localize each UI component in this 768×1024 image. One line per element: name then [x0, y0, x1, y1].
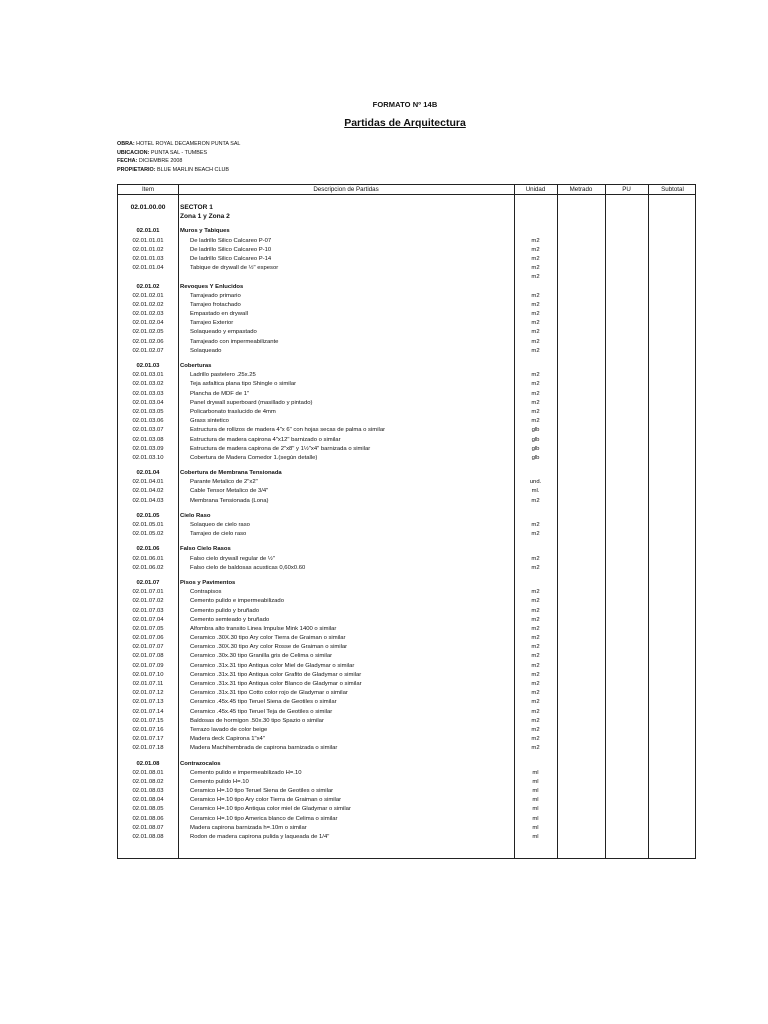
item-unit: glb: [531, 454, 540, 461]
item-unit: m2: [531, 736, 540, 743]
item-unit: m2: [531, 607, 540, 614]
item-description: Cemento semteado y bruñado: [190, 616, 270, 623]
table-row: [118, 487, 695, 496]
table-row: [118, 380, 695, 389]
item-code: 02.01.04.01: [132, 479, 164, 486]
item-description: Cobertura de Madera Comedor 1.(según detalle): [190, 454, 318, 461]
item-code: 02.01.03.03: [132, 390, 164, 397]
table-row: [118, 564, 695, 573]
item-description: De ladrillo Silico Calcareo P-14: [190, 255, 272, 262]
item-description: Tarrajeo Exterior: [190, 320, 234, 327]
item-unit: m2: [531, 671, 540, 678]
table-row: [118, 597, 695, 606]
table-row: [118, 815, 695, 824]
item-unit: m2: [531, 745, 540, 752]
item-unit: m2: [531, 598, 540, 605]
item-unit: ml: [532, 824, 539, 831]
item-code: 02.01.03.05: [132, 408, 164, 415]
item-code: 02.01.07.07: [132, 644, 164, 651]
item-description: Cemento pulido e impermeabilizado: [190, 598, 284, 605]
col-header-metrado: Metrado: [569, 186, 593, 193]
item-description: Madera capirona barnizada h=.10m o similar: [190, 824, 307, 831]
table-body: [118, 203, 695, 842]
item-code: 02.01.02.01: [132, 292, 164, 299]
item-unit: ml: [532, 834, 539, 840]
item-code: 02.01.07.13: [132, 699, 164, 706]
col-header-item: Item: [141, 186, 155, 193]
table-row: [118, 445, 695, 454]
section-row: [118, 760, 695, 769]
item-code: 02.01.02.03: [132, 311, 164, 318]
item-unit: m2: [531, 555, 540, 562]
table-row: [118, 708, 695, 717]
item-code: 02.01.00.00: [130, 204, 166, 211]
item-code: 02.01.02.05: [132, 329, 164, 336]
item-description: Estructura de madera capirona de 2"x8" y 1½"x4" barnizada o similar: [190, 445, 371, 452]
section-row: [118, 579, 695, 588]
item-description: Ceramico .31x.31 tipo Antiqua color Miel de Gladymar o similar: [190, 662, 355, 669]
col-header-pu: PU: [622, 186, 631, 193]
item-unit: m2: [531, 347, 540, 354]
item-code: 02.01.08.08: [132, 834, 164, 840]
table-row: [118, 778, 695, 787]
item-description: Solaqueo de cielo raso: [190, 522, 250, 528]
item-unit: m2: [531, 699, 540, 706]
item-code: 02.01.07.14: [132, 708, 164, 715]
table-row: [118, 237, 695, 246]
item-description: Ceramico .31x.31 tipo Antiqua color Blanco de Gladymar o similar: [190, 681, 362, 687]
section-row: [118, 512, 695, 521]
item-code: 02.01.03.02: [132, 381, 164, 388]
item-code: 02.01.03.01: [132, 372, 164, 379]
col-header-subtotal: Subtotal: [661, 186, 684, 193]
item-unit: m2: [531, 274, 540, 281]
item-code: 02.01.07.04: [132, 616, 164, 623]
item-description: Falso cielo drywall regular de ½": [190, 555, 275, 562]
item-unit: m2: [531, 399, 540, 406]
section-row: [118, 283, 695, 292]
table-row: [118, 478, 695, 487]
meta-propietario: PROPIETARIO: BLUE MARLIN BEACH CLUB: [117, 166, 229, 173]
item-description: Ceramico .45x.45 tipo Teruel Teja de Geotiles o similar: [190, 708, 333, 715]
item-code: 02.01.07.09: [132, 662, 164, 669]
item-unit: ml: [532, 788, 539, 795]
item-description: Ceramico H=.10 tipo Antiqua color miel de Gladymar o similar: [190, 806, 351, 813]
item-description: Estructura de madera capirona 4"x12" barnizado o similar: [190, 436, 341, 443]
item-code: 02.01.01.04: [132, 265, 164, 272]
item-description: Teja asfaltica plana tipo Shingle o similar: [190, 381, 297, 388]
item-description: Tarrajeado primario: [190, 292, 241, 299]
item-code: 02.01.05: [136, 512, 160, 519]
table-row: [118, 347, 695, 356]
item-unit: m2: [531, 616, 540, 623]
item-code: 02.01.05.01: [132, 522, 164, 528]
item-code: 02.01.06.02: [132, 564, 164, 571]
item-description: Coberturas: [180, 363, 212, 369]
item-description: Rodon de madera capirona pulida y laqueada de 1/4": [190, 834, 330, 840]
col-header-unidad: Unidad: [525, 186, 546, 193]
section-row: [118, 469, 695, 478]
item-unit: ml: [532, 806, 539, 813]
item-description: Falso Cielo Rasos: [180, 546, 231, 553]
item-unit: m2: [531, 292, 540, 299]
item-description: Ladrillo pastelero .25x.25: [190, 372, 256, 379]
item-unit: m2: [531, 690, 540, 697]
table-row: [118, 246, 695, 255]
section-row: [118, 545, 695, 554]
table-row: [118, 319, 695, 328]
item-code: 02.01.07.05: [132, 625, 164, 632]
item-code: 02.01.07.02: [132, 598, 164, 605]
item-description: Empastado en drywall: [190, 311, 248, 318]
item-unit: m2: [531, 311, 540, 318]
table-row: [118, 338, 695, 347]
table-row: [118, 744, 695, 753]
item-unit: ml.: [531, 488, 540, 495]
item-code: 02.01.08.05: [132, 806, 164, 813]
table-row: [118, 769, 695, 778]
item-code: 02.01.03.06: [132, 418, 164, 425]
item-description: Ceramico .31x.31 tipo Cotto color rojo de Gladymar o similar: [190, 690, 348, 697]
item-description: Policarbonato traslucido de 4mm: [190, 408, 276, 415]
item-description: Tabique de drywall de ½" espesor: [190, 265, 279, 272]
item-code: 02.01.01.02: [132, 246, 164, 253]
item-description: Ceramico H=.10 tipo Ary color Tierra de Graiman o similar: [190, 797, 342, 804]
table-row: [118, 497, 695, 506]
table-row: [118, 292, 695, 301]
item-description: Grass sintetico: [190, 418, 229, 425]
item-description: Ceramico H=.10 tipo America blanco de Celima o similar: [190, 815, 338, 822]
table-row: [118, 634, 695, 643]
item-code: 02.01.07.17: [132, 736, 164, 743]
table-row: [118, 454, 695, 463]
item-code: 02.01.07.08: [132, 653, 164, 660]
item-description: Ceramico .30x.30 tipo Granilla gris de Celima o similar: [190, 653, 333, 660]
item-unit: m2: [531, 635, 540, 642]
item-unit: m2: [531, 338, 540, 345]
item-code: 02.01.07: [136, 579, 160, 586]
item-code: 02.01.02.07: [132, 347, 164, 354]
item-code: 02.01.02.06: [132, 338, 164, 345]
item-code: 02.01.04: [136, 470, 160, 477]
item-unit: m2: [531, 497, 540, 504]
item-code: 02.01.07.11: [132, 681, 164, 687]
item-description: Solaqueado y empastado: [190, 329, 257, 336]
table-row: [118, 588, 695, 597]
item-code: 02.01.08.02: [132, 778, 164, 785]
table-row: [118, 273, 695, 282]
item-description: Tarrajeo de cielo raso: [190, 531, 247, 538]
item-description: Cobertura de Membrana Tensionada: [180, 470, 282, 477]
item-unit: m2: [531, 653, 540, 660]
item-code: 02.01.02: [136, 283, 160, 290]
item-code: 02.01.04.02: [132, 488, 164, 495]
item-unit: ml: [532, 797, 539, 804]
table-row: [118, 310, 695, 319]
item-code: 02.01.05.02: [132, 531, 164, 538]
table-row: [118, 616, 695, 625]
item-code: 02.01.01: [136, 228, 160, 235]
item-unit: m2: [531, 408, 540, 415]
table-row: [118, 824, 695, 833]
item-description: Ceramico .31x.31 tipo Antiqua color Grafito de Gladymar o similar: [190, 671, 362, 678]
item-description: De ladrillo Silico Calcareo P-10: [190, 246, 272, 253]
item-description: Revoques Y Enlucidos: [180, 283, 244, 290]
item-code: 02.01.03.08: [132, 436, 164, 443]
item-unit: m2: [531, 320, 540, 327]
item-unit: m2: [531, 708, 540, 715]
table-row: [118, 328, 695, 337]
table-row: [118, 643, 695, 652]
table-row: [118, 436, 695, 445]
item-code: 02.01.07.18: [132, 745, 164, 752]
item-description: Cemento pulido y bruñado: [190, 607, 260, 614]
col-header-descripcion: Descripcion de Partidas: [313, 186, 379, 193]
table-row: [118, 530, 695, 539]
item-unit: m2: [531, 265, 540, 272]
item-description: Panel drywall superboard (masillado y pintado): [190, 399, 313, 406]
table-row: [118, 689, 695, 698]
item-code: 02.01.03.10: [132, 454, 164, 461]
item-code: 02.01.01.03: [132, 255, 164, 262]
item-description: Terrazo lavado de color beige: [190, 726, 268, 733]
item-unit: m2: [531, 418, 540, 425]
meta-obra: OBRA: HOTEL ROYAL DECAMERON PUNTA SAL: [117, 141, 241, 147]
item-code: 02.01.02.02: [132, 301, 164, 308]
item-description: Tarrajeo frotachado: [190, 301, 241, 308]
item-description: Madera deck Capirona 1"x4": [190, 736, 265, 743]
table-row: [118, 399, 695, 408]
table-row: [118, 255, 695, 264]
item-description: Parante Metalico de 2"x2": [190, 479, 258, 486]
form-number: FORMATO Nº 14B: [372, 100, 438, 109]
item-description: SECTOR 1: [180, 204, 213, 211]
item-description: De ladrillo Silico Calcareo P-07: [190, 237, 272, 244]
table-row: [118, 680, 695, 689]
table-row: [118, 796, 695, 805]
section-row: [118, 362, 695, 371]
item-description: Membrana Tensionada (Lona): [190, 497, 269, 504]
section-row: [118, 212, 695, 221]
item-code: 02.01.03.07: [132, 427, 164, 434]
item-description: Cemento pulido H=.10: [190, 778, 249, 785]
item-unit: m2: [531, 522, 540, 528]
item-description: Pisos y Pavimentos: [180, 579, 236, 586]
item-unit: m2: [531, 531, 540, 538]
table-row: [118, 735, 695, 744]
item-description: Contrazocalos: [180, 760, 221, 767]
item-unit: m2: [531, 329, 540, 336]
budget-table: [117, 184, 696, 859]
item-unit: m2: [531, 381, 540, 388]
item-unit: m2: [531, 372, 540, 379]
item-unit: m2: [531, 564, 540, 571]
item-description: Zona 1 y Zona 2: [180, 213, 230, 221]
item-code: 02.01.07.16: [132, 726, 164, 733]
item-code: 02.01.06: [136, 546, 160, 553]
item-code: 02.01.08.04: [132, 797, 164, 804]
table-row: [118, 426, 695, 435]
item-unit: m2: [531, 246, 540, 253]
table-row: [118, 698, 695, 707]
item-code: 02.01.07.12: [132, 690, 164, 697]
table-row: [118, 607, 695, 616]
item-unit: m2: [531, 644, 540, 651]
item-unit: m2: [531, 237, 540, 244]
item-description: Ceramico .30X.30 tipo Ary color Rosse de Graiman o similar: [190, 644, 348, 651]
item-unit: m2: [531, 681, 540, 687]
item-code: 02.01.08.01: [132, 769, 164, 776]
item-unit: m2: [531, 589, 540, 596]
table-row: [118, 833, 695, 842]
item-description: Cable Tensor Metalico de 3/4": [190, 488, 269, 495]
item-code: 02.01.07.01: [132, 589, 164, 596]
item-description: Solaqueado: [190, 347, 222, 354]
item-description: Cielo Raso: [180, 512, 211, 519]
item-code: 02.01.07.10: [132, 671, 164, 678]
item-description: Ceramico .45x.45 tipo Teruel Siena de Geotiles o similar: [190, 699, 337, 706]
item-code: 02.01.08.03: [132, 788, 164, 795]
table-row: [118, 371, 695, 380]
item-unit: m2: [531, 390, 540, 397]
item-description: Falso cielo de baldosas acusticas 0,60x0.60: [190, 564, 306, 571]
item-code: 02.01.08.07: [132, 824, 164, 831]
item-unit: m2: [531, 301, 540, 308]
table-row: [118, 408, 695, 417]
item-code: 02.01.03.09: [132, 445, 164, 452]
item-unit: glb: [531, 427, 540, 434]
item-code: 02.01.01.01: [132, 237, 164, 244]
table-row: [118, 625, 695, 634]
document-title: Partidas de Arquitectura: [344, 117, 466, 129]
meta-ubicacion: UBICACION: PUNTA SAL - TUMBES: [117, 149, 208, 156]
table-row: [118, 264, 695, 273]
item-code: 02.01.08.06: [132, 815, 164, 822]
item-description: Cemento pulido e impermeabilizado H=.10: [190, 769, 302, 776]
section-row: [118, 203, 695, 212]
meta-fecha: FECHA: DICIEMBRE 2008: [117, 158, 183, 165]
item-unit: m2: [531, 255, 540, 262]
table-row: [118, 652, 695, 661]
item-description: Baldosas de hormigon .50x.30 tipo Spazio o similar: [190, 717, 324, 724]
item-description: Madera Machihembrada de capirona barnizada o similar: [190, 745, 338, 752]
item-code: 02.01.02.04: [132, 320, 164, 327]
item-description: Ceramico H=.10 tipo Teruel Siena de Geotiles o similar: [190, 788, 334, 795]
table-row: [118, 805, 695, 814]
project-info: [117, 140, 240, 174]
item-code: 02.01.06.01: [132, 555, 164, 562]
item-code: 02.01.07.15: [132, 717, 164, 724]
item-code: 02.01.08: [136, 760, 160, 767]
item-code: 02.01.03.04: [132, 399, 164, 406]
table-row: [118, 726, 695, 735]
section-row: [118, 227, 695, 236]
item-code: 02.01.07.03: [132, 607, 164, 614]
item-description: Plancha de MDF de 1": [190, 390, 250, 397]
item-description: Contrapisos: [190, 589, 222, 596]
item-code: 02.01.04.03: [132, 497, 164, 504]
table-row: [118, 301, 695, 310]
item-unit: ml: [532, 769, 539, 776]
table-row: [118, 717, 695, 726]
item-description: Tarrajeado con impermeabilizante: [190, 338, 279, 345]
table-row: [118, 521, 695, 530]
item-description: Muros y Tabiques: [180, 228, 230, 235]
item-unit: m2: [531, 717, 540, 724]
item-description: Estructura de rollizos de madera 4"x 6" con hojas secas de palma o similar: [190, 427, 386, 434]
table-row: [118, 390, 695, 399]
item-unit: und.: [529, 479, 542, 486]
table-header: [118, 185, 695, 195]
table-row: [118, 662, 695, 671]
table-row: [118, 417, 695, 426]
item-unit: m2: [531, 662, 540, 669]
item-unit: m2: [531, 625, 540, 632]
table-row: [118, 787, 695, 796]
item-description: Alfombra alto transito Linea Impulse Mink 1400 o similar: [190, 625, 337, 632]
item-code: 02.01.07.06: [132, 635, 164, 642]
item-unit: m2: [531, 726, 540, 733]
table-row: [118, 671, 695, 680]
item-unit: ml: [532, 815, 539, 822]
item-unit: glb: [531, 445, 540, 452]
item-code: 02.01.03: [136, 363, 160, 369]
item-description: Ceramico .30X.30 tipo Ary color Tierra de Graiman o similar: [190, 635, 346, 642]
table-row: [118, 555, 695, 564]
item-unit: glb: [531, 436, 540, 443]
item-unit: ml: [532, 778, 539, 785]
